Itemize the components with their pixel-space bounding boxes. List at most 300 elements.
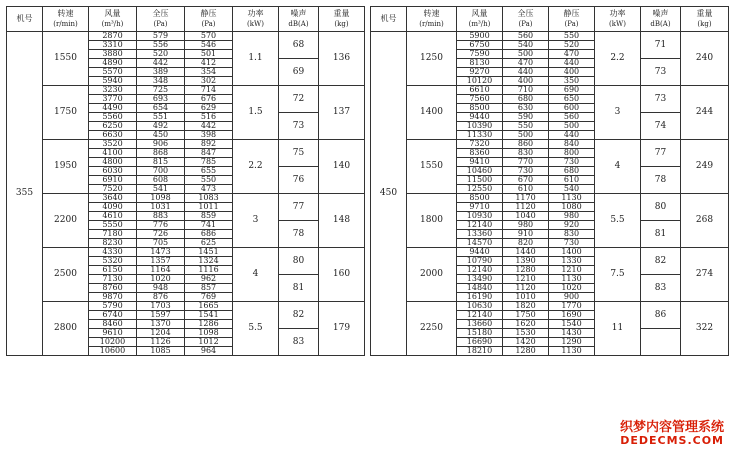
total-pressure-cell: 500 [503,50,549,59]
static-pressure-cell: 964 [185,347,233,356]
watermark-domain: DEDECMS.COM [620,434,724,447]
total-pressure-cell: 670 [503,176,549,185]
header-speed [43,7,89,32]
flow-cell: 6150 [89,266,137,275]
static-pressure-cell: 412 [185,59,233,68]
header-noise [641,7,681,32]
flow-cell: 4090 [89,203,137,212]
static-pressure-cell: 625 [185,239,233,248]
weight-cell: 274 [681,248,729,302]
total-pressure-cell: 730 [503,167,549,176]
flow-cell: 10120 [457,77,503,86]
table-row [371,194,729,203]
noise-cell: 83 [641,275,681,302]
total-pressure-cell: 860 [503,140,549,149]
power-cell: 2.2 [233,140,279,194]
static-pressure-cell: 501 [185,50,233,59]
static-pressure-cell: 520 [549,41,595,50]
header-label: 全压 [152,9,169,18]
table-row [7,140,365,149]
static-pressure-cell: 1098 [185,329,233,338]
power-cell: 7.5 [595,248,641,302]
power-cell: 5.5 [233,302,279,356]
static-pressure-cell: 1540 [549,320,595,329]
total-pressure-cell: 1370 [137,320,185,329]
header-label: 重量 [696,9,713,18]
weight-cell: 322 [681,302,729,356]
header-row [7,7,365,32]
static-pressure-cell: 550 [549,32,595,41]
noise-cell: 75 [279,140,319,167]
total-pressure-cell: 1390 [503,257,549,266]
static-pressure-cell: 1130 [549,347,595,356]
static-pressure-cell: 892 [185,140,233,149]
total-pressure-cell: 820 [503,239,549,248]
flow-cell: 10600 [89,347,137,356]
flow-cell: 2870 [89,32,137,41]
noise-cell: 73 [641,59,681,86]
table-row [7,194,365,203]
flow-cell: 8130 [457,59,503,68]
total-pressure-cell: 1120 [503,203,549,212]
static-pressure-cell: 920 [549,221,595,230]
total-pressure-cell: 610 [503,185,549,194]
flow-cell: 12140 [457,266,503,275]
flow-cell: 6740 [89,311,137,320]
total-pressure-cell: 883 [137,212,185,221]
header-unit: (Pa) [564,20,579,28]
total-pressure-cell: 700 [137,167,185,176]
flow-cell: 8760 [89,284,137,293]
static-pressure-cell: 1430 [549,329,595,338]
total-pressure-cell: 550 [503,122,549,131]
total-pressure-cell: 520 [137,50,185,59]
flow-cell: 15180 [457,329,503,338]
flow-cell: 3640 [89,194,137,203]
fan-spec-table-355 [6,6,365,356]
total-pressure-cell: 556 [137,41,185,50]
static-pressure-cell: 1020 [549,284,595,293]
static-pressure-cell: 1130 [549,194,595,203]
fan-spec-table-450 [370,6,729,356]
header-flow [457,7,503,32]
header-label: 噪声 [652,9,669,18]
speed-cell: 1550 [407,140,457,194]
noise-cell: 74 [641,113,681,140]
table-row [371,140,729,149]
noise-cell: 68 [279,32,319,59]
flow-cell: 13360 [457,230,503,239]
total-pressure-cell: 705 [137,239,185,248]
total-pressure-cell: 1085 [137,347,185,356]
flow-cell: 4100 [89,149,137,158]
static-pressure-cell: 1690 [549,311,595,320]
static-pressure-cell: 650 [549,95,595,104]
flow-cell: 9710 [457,203,503,212]
total-pressure-cell: 560 [503,32,549,41]
flow-cell: 6910 [89,176,137,185]
speed-cell: 2500 [43,248,89,302]
flow-cell: 16190 [457,293,503,302]
weight-cell: 160 [319,248,365,302]
flow-cell: 7320 [457,140,503,149]
flow-cell: 6630 [89,131,137,140]
flow-cell: 5570 [89,68,137,77]
total-pressure-cell: 551 [137,113,185,122]
total-pressure-cell: 770 [503,158,549,167]
flow-cell: 9270 [457,68,503,77]
weight-cell: 137 [319,86,365,140]
weight-cell: 268 [681,194,729,248]
total-pressure-cell: 1280 [503,347,549,356]
total-pressure-cell: 726 [137,230,185,239]
flow-cell: 4330 [89,248,137,257]
speed-cell: 1950 [43,140,89,194]
static-pressure-cell: 550 [185,176,233,185]
static-pressure-cell: 980 [549,212,595,221]
power-cell: 4 [233,248,279,302]
total-pressure-cell: 1357 [137,257,185,266]
total-pressure-cell: 389 [137,68,185,77]
total-pressure-cell: 948 [137,284,185,293]
flow-cell: 3880 [89,50,137,59]
total-pressure-cell: 590 [503,113,549,122]
power-cell: 1.5 [233,86,279,140]
power-cell: 3 [595,86,641,140]
total-pressure-cell: 1210 [503,275,549,284]
header-unit: (kW) [609,20,626,28]
weight-cell: 179 [319,302,365,356]
header-unit: (Pa) [153,20,168,28]
total-pressure-cell: 906 [137,140,185,149]
total-pressure-cell: 500 [503,131,549,140]
header-unit: (kg) [697,20,712,28]
flow-cell: 5560 [89,113,137,122]
table-row [371,86,729,95]
speed-cell: 1400 [407,86,457,140]
noise-cell [641,329,681,356]
flow-cell: 8500 [457,194,503,203]
header-unit: (m³/h) [101,20,124,28]
header-noise [279,7,319,32]
weight-cell: 140 [319,140,365,194]
total-pressure-cell: 1473 [137,248,185,257]
header-static_pressure [549,7,595,32]
header-label: 静压 [563,9,580,18]
static-pressure-cell: 440 [549,131,595,140]
flow-cell: 8500 [457,104,503,113]
static-pressure-cell: 1210 [549,266,595,275]
table-row [7,302,365,311]
static-pressure-cell: 690 [549,86,595,95]
static-pressure-cell: 962 [185,275,233,284]
speed-cell: 2800 [43,302,89,356]
static-pressure-cell: 1290 [549,338,595,347]
flow-cell: 4490 [89,104,137,113]
noise-cell: 80 [641,194,681,221]
left-spec-table-container [6,6,365,356]
flow-cell: 10630 [457,302,503,311]
total-pressure-cell: 450 [137,131,185,140]
noise-cell: 76 [279,167,319,194]
noise-cell: 81 [279,275,319,302]
header-label: 风量 [104,9,121,18]
static-pressure-cell: 1011 [185,203,233,212]
flow-cell: 3520 [89,140,137,149]
total-pressure-cell: 693 [137,95,185,104]
total-pressure-cell: 1040 [503,212,549,221]
static-pressure-cell: 1012 [185,338,233,347]
total-pressure-cell: 1440 [503,248,549,257]
noise-cell: 80 [279,248,319,275]
static-pressure-cell: 730 [549,158,595,167]
static-pressure-cell: 800 [549,149,595,158]
flow-cell: 7590 [457,50,503,59]
static-pressure-cell: 714 [185,86,233,95]
static-pressure-cell: 1330 [549,257,595,266]
static-pressure-cell: 676 [185,95,233,104]
flow-cell: 5320 [89,257,137,266]
flow-cell: 3230 [89,86,137,95]
header-label: 全压 [517,9,534,18]
static-pressure-cell: 516 [185,113,233,122]
static-pressure-cell: 546 [185,41,233,50]
header-label: 重量 [333,9,350,18]
total-pressure-cell: 1280 [503,266,549,275]
speed-cell: 1750 [43,86,89,140]
total-pressure-cell: 1420 [503,338,549,347]
power-cell: 2.2 [595,32,641,86]
noise-cell: 73 [279,113,319,140]
header-model [7,7,43,32]
total-pressure-cell: 608 [137,176,185,185]
noise-cell: 78 [641,167,681,194]
header-row [371,7,729,32]
header-label: 机号 [380,14,397,23]
power-cell: 3 [233,194,279,248]
total-pressure-cell: 1703 [137,302,185,311]
header-label: 转速 [423,9,440,18]
static-pressure-cell: 741 [185,221,233,230]
static-pressure-cell: 600 [549,104,595,113]
flow-cell: 7520 [89,185,137,194]
flow-cell: 9610 [89,329,137,338]
header-static_pressure [185,7,233,32]
noise-cell: 73 [641,86,681,113]
total-pressure-cell: 710 [503,86,549,95]
header-label: 风量 [471,9,488,18]
total-pressure-cell: 1530 [503,329,549,338]
static-pressure-cell: 1130 [549,275,595,284]
total-pressure-cell: 1597 [137,311,185,320]
table-row [371,248,729,257]
static-pressure-cell: 686 [185,230,233,239]
total-pressure-cell: 1204 [137,329,185,338]
static-pressure-cell: 473 [185,185,233,194]
weight-cell: 148 [319,194,365,248]
static-pressure-cell: 560 [549,113,595,122]
header-weight [681,7,729,32]
total-pressure-cell: 442 [137,59,185,68]
static-pressure-cell: 1770 [549,302,595,311]
header-unit: (Pa) [518,20,533,28]
noise-cell: 86 [641,302,681,329]
total-pressure-cell: 680 [503,95,549,104]
header-label: 功率 [609,9,626,18]
weight-cell: 136 [319,32,365,86]
flow-cell: 5550 [89,221,137,230]
speed-cell: 1250 [407,32,457,86]
flow-cell: 14570 [457,239,503,248]
total-pressure-cell: 876 [137,293,185,302]
header-unit: dB(A) [650,20,671,28]
weight-cell: 249 [681,140,729,194]
total-pressure-cell: 440 [503,68,549,77]
static-pressure-cell: 769 [185,293,233,302]
total-pressure-cell: 725 [137,86,185,95]
static-pressure-cell: 900 [549,293,595,302]
weight-cell: 244 [681,86,729,140]
speed-cell: 2200 [43,194,89,248]
total-pressure-cell: 630 [503,104,549,113]
flow-cell: 5900 [457,32,503,41]
flow-cell: 8460 [89,320,137,329]
static-pressure-cell: 680 [549,167,595,176]
total-pressure-cell: 1020 [137,275,185,284]
header-label: 静压 [200,9,217,18]
power-cell: 1.1 [233,32,279,86]
static-pressure-cell: 1083 [185,194,233,203]
flow-cell: 14840 [457,284,503,293]
header-unit: (kW) [247,20,264,28]
flow-cell: 11330 [457,131,503,140]
static-pressure-cell: 1451 [185,248,233,257]
flow-cell: 7180 [89,230,137,239]
static-pressure-cell: 785 [185,158,233,167]
header-unit: (r/min) [419,20,444,28]
total-pressure-cell: 492 [137,122,185,131]
header-label: 噪声 [290,9,307,18]
flow-cell: 4800 [89,158,137,167]
static-pressure-cell: 1324 [185,257,233,266]
header-speed [407,7,457,32]
watermark-title: 织梦内容管理系统 [619,420,724,435]
noise-cell: 77 [279,194,319,221]
total-pressure-cell: 540 [503,41,549,50]
static-pressure-cell: 442 [185,122,233,131]
site-watermark [620,420,724,447]
model-number-cell: 355 [7,32,43,356]
static-pressure-cell: 1541 [185,311,233,320]
static-pressure-cell: 1665 [185,302,233,311]
power-cell: 11 [595,302,641,356]
header-unit: (r/min) [53,20,78,28]
total-pressure-cell: 400 [503,77,549,86]
header-flow [89,7,137,32]
noise-cell: 77 [641,140,681,167]
flow-cell: 5940 [89,77,137,86]
flow-cell: 10460 [457,167,503,176]
noise-cell: 78 [279,221,319,248]
speed-cell: 2250 [407,302,457,356]
flow-cell: 3310 [89,41,137,50]
header-total_pressure [137,7,185,32]
header-power [595,7,641,32]
speed-cell: 2000 [407,248,457,302]
static-pressure-cell: 830 [549,230,595,239]
total-pressure-cell: 1098 [137,194,185,203]
total-pressure-cell: 910 [503,230,549,239]
flow-cell: 8230 [89,239,137,248]
flow-cell: 12550 [457,185,503,194]
total-pressure-cell: 815 [137,158,185,167]
static-pressure-cell: 629 [185,104,233,113]
total-pressure-cell: 1126 [137,338,185,347]
header-unit: (Pa) [201,20,216,28]
noise-cell: 72 [279,86,319,113]
flow-cell: 9440 [457,113,503,122]
header-label: 转速 [57,9,74,18]
right-spec-table-container [370,6,729,356]
total-pressure-cell: 1010 [503,293,549,302]
total-pressure-cell: 1620 [503,320,549,329]
static-pressure-cell: 500 [549,122,595,131]
flow-cell: 12140 [457,221,503,230]
static-pressure-cell: 610 [549,176,595,185]
static-pressure-cell: 840 [549,140,595,149]
header-power [233,7,279,32]
static-pressure-cell: 1286 [185,320,233,329]
flow-cell: 13490 [457,275,503,284]
static-pressure-cell: 354 [185,68,233,77]
static-pressure-cell: 570 [185,32,233,41]
flow-cell: 5790 [89,302,137,311]
static-pressure-cell: 400 [549,68,595,77]
total-pressure-cell: 1164 [137,266,185,275]
noise-cell: 69 [279,59,319,86]
total-pressure-cell: 980 [503,221,549,230]
power-cell: 5.5 [595,194,641,248]
total-pressure-cell: 579 [137,32,185,41]
table-row [371,302,729,311]
noise-cell: 71 [641,32,681,59]
flow-cell: 4610 [89,212,137,221]
static-pressure-cell: 540 [549,185,595,194]
flow-cell: 13660 [457,320,503,329]
table-row [7,32,365,41]
noise-cell: 82 [279,302,319,329]
total-pressure-cell: 1750 [503,311,549,320]
flow-cell: 6030 [89,167,137,176]
flow-cell: 10200 [89,338,137,347]
table-row [7,248,365,257]
flow-cell: 16690 [457,338,503,347]
flow-cell: 9870 [89,293,137,302]
static-pressure-cell: 350 [549,77,595,86]
flow-cell: 4890 [89,59,137,68]
model-number-cell: 450 [371,32,407,356]
static-pressure-cell: 1080 [549,203,595,212]
flow-cell: 8360 [457,149,503,158]
flow-cell: 6610 [457,86,503,95]
header-label: 机号 [16,14,33,23]
static-pressure-cell: 398 [185,131,233,140]
total-pressure-cell: 654 [137,104,185,113]
static-pressure-cell: 857 [185,284,233,293]
table-row [371,32,729,41]
flow-cell: 7560 [457,95,503,104]
static-pressure-cell: 1400 [549,248,595,257]
